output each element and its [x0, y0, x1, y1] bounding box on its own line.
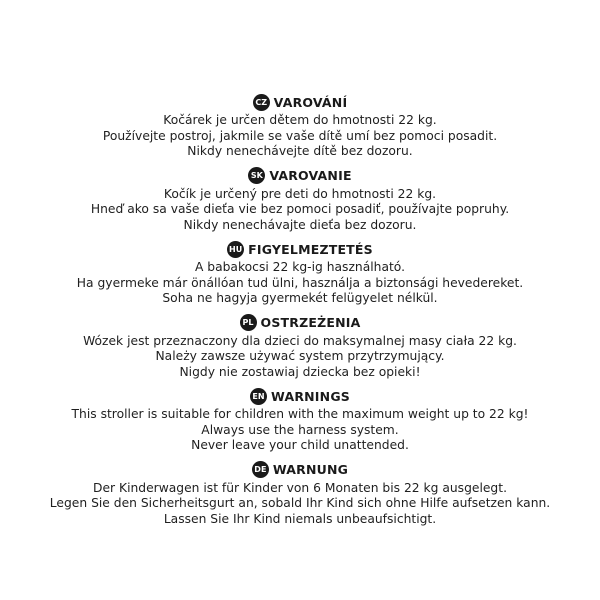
section-title: FIGYELMEZTETÉS — [248, 241, 373, 257]
text-line: Kočárek je určen dětem do hmotnosti 22 kg. — [163, 113, 437, 127]
text-line: Always use the harness system. — [201, 422, 399, 437]
section-title: VAROVÁNÍ — [273, 94, 348, 110]
text-line: Wózek jest przeznaczony dla dzieci do maksymalnej masy ciała 22 kg. — [83, 333, 517, 348]
text-line: Lassen Sie Ihr Kind niemals unbeaufsichtigt. — [163, 511, 437, 526]
language-badge-icon: EN — [250, 388, 267, 405]
section-title: WARNUNG — [272, 462, 349, 477]
text-line: Der Kinderwagen ist für Kinder von 6 Monaten bis 22 kg ausgelegt. — [93, 480, 507, 495]
warning-document — [0, 92, 600, 533]
section-heading — [0, 313, 600, 333]
text-line: Používejte postroj, jakmile se vaše dítě umí bez pomoci posadit. — [102, 128, 498, 143]
section-heading — [0, 386, 600, 406]
section-heading — [0, 166, 600, 186]
text-line: Hneď ako sa vaše dieťa vie bez pomoci posadiť, používajte popruhy. — [90, 202, 510, 216]
text-line: Never leave your child unattended. — [191, 438, 409, 452]
section-heading — [0, 460, 600, 480]
section-heading — [0, 239, 600, 259]
section-pl — [0, 313, 600, 381]
language-badge-icon: PL — [240, 314, 257, 331]
section-cz — [0, 92, 600, 160]
section-title: VAROVANIE — [269, 168, 352, 183]
text-line: Legen Sie den Sicherheitsgurt an, sobald Ihr Kind sich ohne Hilfe aufsetzen kann. — [49, 496, 551, 510]
text-line: This stroller is suitable for children with the maximum weight up to 22 kg! — [71, 407, 529, 421]
text-line: Kočík je určený pre deti do hmotnosti 22 kg. — [163, 186, 437, 201]
section-heading — [0, 92, 600, 112]
section-sk — [0, 166, 600, 234]
section-title: OSTRZEŻENIA — [260, 315, 361, 330]
section-en — [0, 386, 600, 454]
language-badge-icon: HU — [227, 241, 244, 258]
text-line: Ha gyermeke már önállóan tud ülni, használja a biztonsági hevedereket. — [76, 275, 524, 290]
text-line: Nikdy nenechávajte dieťa bez dozoru. — [183, 217, 417, 232]
text-line: A babakocsi 22 kg-ig használható. — [194, 260, 406, 274]
text-line: Należy zawsze używać system przytrzymujący. — [155, 349, 445, 363]
text-line: Nikdy nenechávejte dítě bez dozoru. — [187, 144, 413, 158]
section-hu — [0, 239, 600, 307]
language-badge-icon: SK — [248, 167, 265, 184]
language-badge-icon: CZ — [253, 94, 270, 111]
section-de — [0, 460, 600, 528]
text-line: Nigdy nie zostawiaj dziecka bez opieki! — [179, 364, 421, 379]
text-line: Soha ne hagyja gyermekét felügyelet nélkül. — [162, 291, 438, 305]
language-badge-icon: DE — [252, 461, 269, 478]
section-title: WARNINGS — [271, 388, 350, 404]
